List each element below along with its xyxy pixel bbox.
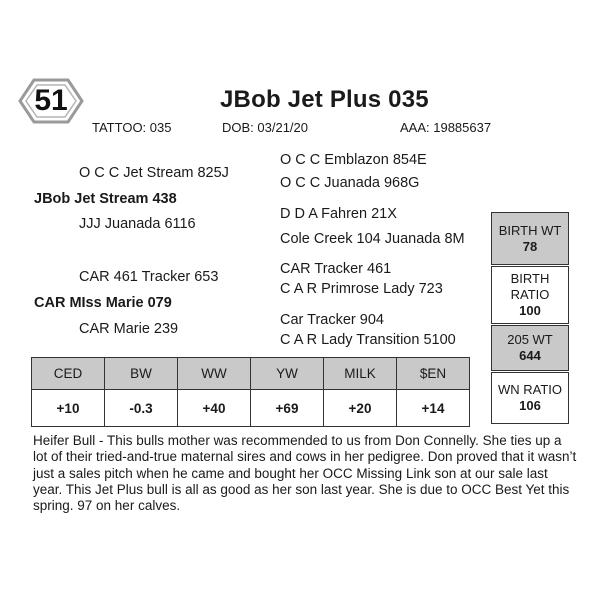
lot-notes: Heifer Bull - This bulls mother was recommended to us from Don Connelly. She ties up a lot of their tried-and-true maternal sires and cows in her pedigree. Don proved that it wasn’t just a sales pitch when he came and bought her OCC Missing Link son at our sale last year. This Jet Plus bull is all as good as her son last year. She is due to OCC Best Yet this spring. 97 on her calves.: [33, 433, 577, 514]
animal-name: JBob Jet Plus 035: [220, 86, 429, 113]
epd-header-en: $EN: [397, 358, 470, 390]
sire-sire: O C C Jet Stream 825J: [79, 165, 229, 181]
birth-weight-label: BIRTH WT: [498, 222, 562, 238]
epd-value-ced: +10: [32, 390, 105, 427]
sire-sire-sire: O C C Emblazon 854E: [280, 152, 427, 168]
dam-dam: CAR Marie 239: [79, 321, 179, 337]
weaning-weight-value: 644: [519, 348, 541, 363]
epd-header-row: [32, 358, 470, 390]
lot-number: 51: [34, 84, 68, 117]
birth-weight-box: [491, 212, 569, 265]
epd-value-milk: +20: [324, 390, 397, 427]
dam-sire-sire: CAR Tracker 461: [280, 261, 392, 277]
dam-dam-dam: C A R Lady Transition 5100: [280, 332, 456, 348]
epd-value-en: +14: [397, 390, 470, 427]
epd-value-row: [32, 390, 470, 427]
sire-dam-dam: Cole Creek 104 Juanada 8M: [280, 231, 465, 247]
weaning-ratio-label: WN RATIO: [497, 382, 563, 397]
sire-dam: JJJ Juanada 6116: [79, 216, 196, 232]
epd-value-bw: -0.3: [105, 390, 178, 427]
birth-ratio-label-line2: RATIO: [510, 287, 550, 302]
epd-header-ced: CED: [32, 358, 105, 390]
weaning-weight-label: 205 WT: [507, 332, 553, 347]
weaning-weight-box: [491, 325, 569, 371]
epd-value-ww: +40: [178, 390, 251, 427]
registration-number: AAA: 19885637: [400, 120, 492, 135]
dam-sire-dam: C A R Primrose Lady 723: [280, 281, 443, 297]
epd-table: [31, 357, 470, 427]
dam-sire: CAR 461 Tracker 653: [79, 269, 219, 285]
birth-date: DOB: 03/21/20: [222, 120, 308, 135]
epd-header-yw: YW: [251, 358, 324, 390]
birth-weight-value: 78: [522, 238, 538, 254]
dam: CAR MIss Marie 079: [34, 295, 172, 311]
epd-header-ww: WW: [178, 358, 251, 390]
dam-dam-sire: Car Tracker 904: [280, 312, 384, 328]
lot-badge: [18, 78, 84, 124]
epd-header-bw: BW: [105, 358, 178, 390]
epd-value-yw: +69: [251, 390, 324, 427]
birth-ratio-label-line1: BIRTH: [510, 271, 550, 286]
weaning-ratio-box: [491, 372, 569, 424]
birth-ratio-value: 100: [519, 303, 541, 318]
sire-sire-dam: O C C Juanada 968G: [280, 175, 420, 191]
birth-ratio-box: [491, 266, 569, 324]
weaning-ratio-value: 106: [519, 398, 541, 413]
sire-dam-sire: D D A Fahren 21X: [280, 206, 397, 222]
sire: JBob Jet Stream 438: [34, 191, 177, 207]
epd-header-milk: MILK: [324, 358, 397, 390]
tattoo: TATTOO: 035: [92, 120, 172, 135]
